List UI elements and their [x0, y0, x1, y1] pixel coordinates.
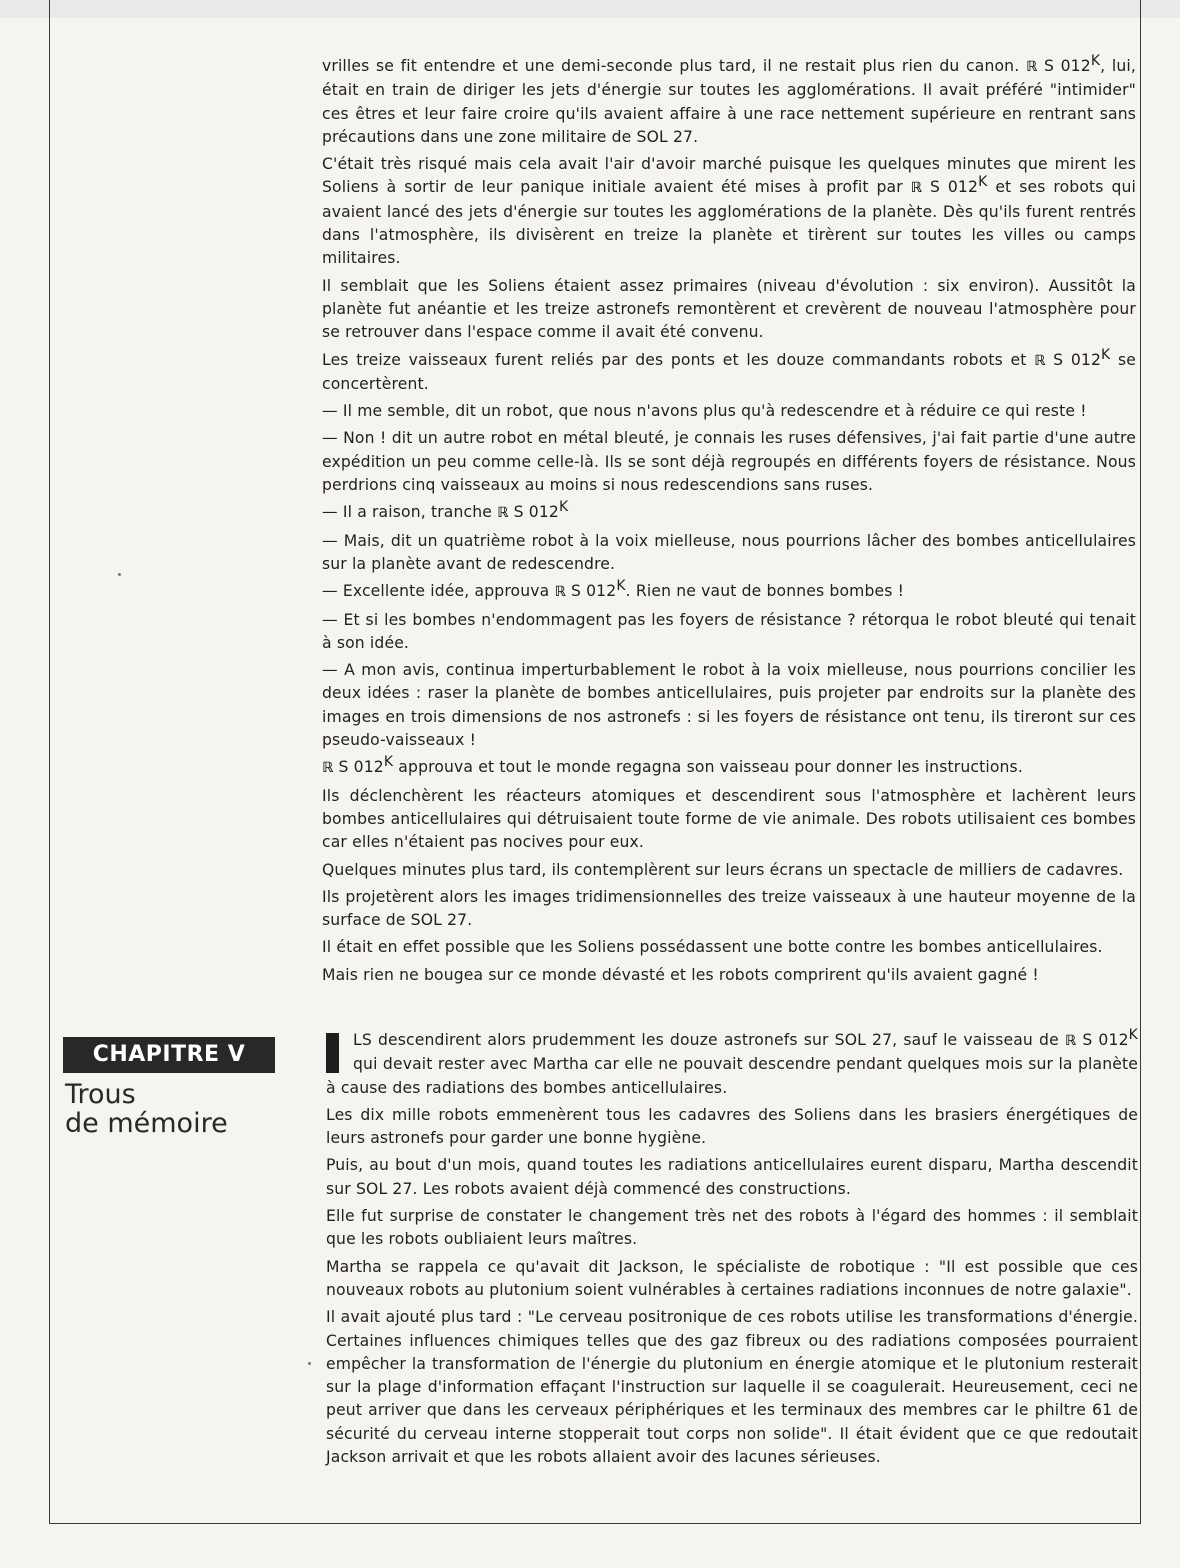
paragraph: Il avait ajouté plus tard : "Le cerveau positronique de ces robots utilise les transformations d'énergie. Certaines influences chimiques telles que des gaz fibreux ou des radiations composées pourraient empêcher la transformation de l'énergie du plutonium en énergie atomique et le plutonium resterait sur la plage d'information effaçant l'instruction sur laquelle il se coagulerait. Heureusement, ceci ne peut arriver que dans les cerveaux périphériques et les terminaux des membres car le philtre 61 de sécurité du cerveau interne stopperait tout corps non solide". Il était évident que ce que redoutait Jackson arrivait et que les robots allaient avoir des lacunes sérieuses.: [326, 1308, 1138, 1467]
paragraph: Les treize vaisseaux furent reliés par des ponts et les douze commandants robots et ℝ S 012K se concertèrent.: [322, 346, 1137, 393]
paragraph: Elle fut surprise de constater le changement très net des robots à l'égard des hommes : il semblait que les robots oubliaient leurs maîtres.: [326, 1207, 1138, 1249]
dialogue-line: — A mon avis, continua imperturbablement le robot à la voix mielleuse, nous pourrions concilier les deux idées : raser la planète de bombes anticellulaires, puis projeter par endroits sur la planète des images en trois dimensions de nos astronefs : si les foyers de résistance ont tenu, ils tireront sur ces pseudo-vaisseaux !: [322, 661, 1136, 750]
paper-speck: [118, 573, 121, 576]
paragraph: vrilles se fit entendre et une demi-seconde plus tard, il ne restait plus rien du canon. ℝ S 012K, lui, était en train de diriger les jets d'énergie sur toutes les agglomérations. Il avait préféré "intimider" ces êtres et leur faire croire qu'ils avaient affaire à une race nettement supérieure en rentrant sans précautions dans une zone militaire de SOL 27.: [322, 53, 1136, 146]
paragraph: Ils projetèrent alors les images tridimensionnelles des treize vaisseaux à une hauteur moyenne de la surface de SOL 27.: [322, 887, 1136, 930]
dialogue-line: — Il me semble, dit un robot, que nous n'avons plus qu'à redescendre et à réduire ce qui reste !: [322, 402, 1087, 421]
chapter-title-line: de mémoire: [65, 1108, 228, 1139]
paragraph: Quelques minutes plus tard, ils contemplèrent sur leurs écrans un spectacle de milliers de cadavres.: [322, 860, 1124, 879]
paragraph: Ils déclenchèrent les réacteurs atomiques et descendirent sous l'atmosphère et lachèrent leurs bombes anticellulaires qui détruisaient toute forme de vie animale. Des robots utilisaient ces bombes car elles n'étaient pas nocives pour eux.: [322, 786, 1136, 852]
paragraph: Martha se rappela ce qu'avait dit Jackson, le spécialiste de robotique : "Il est possible que ces nouveaux robots au plutonium soient vulnérables à certaines radiations inconnues de notre galaxie".: [326, 1257, 1138, 1299]
chapter-title: [65, 1080, 295, 1138]
paper-speck: [308, 1362, 311, 1365]
main-text-column: [322, 55, 1136, 991]
paragraph: Puis, au bout d'un mois, quand toutes les radiations anticellulaires eurent disparu, Martha descendit sur SOL 27. Les robots avaient déjà commencé des constructions.: [326, 1156, 1138, 1198]
paragraph: Il était en effet possible que les Soliens possédassent une botte contre les bombes anticellulaires.: [322, 938, 1103, 957]
dialogue-line: — Et si les bombes n'endommagent pas les foyers de résistance ? rétorqua le robot bleuté qui tenait à son idée.: [322, 610, 1136, 652]
dialogue-line: — Non ! dit un autre robot en métal bleuté, je connais les ruses défensives, j'ai fait partie d'une autre expédition un peu comme celle-là. Ils se sont déjà regroupés en différents foyers de résistance. Nous perdrions cinq vaisseaux au moins si nous redescendions sans ruses.: [322, 429, 1136, 495]
drop-cap-i: [326, 1033, 339, 1073]
chapter-label: CHAPITRE V: [63, 1037, 275, 1073]
robot-name: ℝ S 012K: [1034, 346, 1111, 369]
dialogue-line: — Excellente idée, approuva ℝ S 012K. Rien ne vaut de bonnes bombes !: [322, 578, 905, 601]
robot-name: ℝ S 012K: [497, 499, 569, 522]
paragraph: Les dix mille robots emmenèrent tous les cadavres des Soliens dans les brasiers énergétiques de leurs astronefs pour garder une bonne hygiène.: [326, 1105, 1138, 1148]
paragraph: Il semblait que les Soliens étaient assez primaires (niveau d'évolution : six environ). Aussitôt la planète fut anéantie et les treize astronefs remontèrent et crevèrent de nouveau l'atmosphère pour se retrouver dans l'espace comme il avait été convenu.: [322, 276, 1136, 342]
robot-name: ℝ S 012K: [1025, 53, 1101, 75]
dialogue-line: — Il a raison, tranche ℝ S 012K: [322, 499, 569, 522]
paragraph: C'était très risqué mais cela avait l'air d'avoir marché puisque les quelques minutes que mirent les Soliens à sortir de leur panique initiale avaient été mises à profit par ℝ S 012K et ses robots qui avaient lancé des jets d'énergie sur toutes les agglomérations de la planète. Dès qu'ils furent rentrés dans l'atmosphère, ils divisèrent en treize la planète et tirèrent sur toutes les villes ou camps militaires.: [322, 155, 1137, 268]
paragraph: ℝ S 012K approuva et tout le monde regagna son vaisseau pour donner les instructions.: [322, 754, 1023, 777]
paragraph: LS descendirent alors prudemment les douze astronefs sur SOL 27, sauf le vaisseau de ℝ S 012K qui devait rester avec Martha car elle ne pouvait descendre pendant quelques mois sur la planète à cause des radiations des bombes anticellulaires.: [326, 1027, 1138, 1097]
robot-name: ℝ S 012K: [322, 754, 394, 777]
paragraph: Mais rien ne bougea sur ce monde dévasté et les robots comprirent qu'ils avaient gagné !: [322, 965, 1039, 984]
chapter-text-column: [326, 1029, 1138, 1473]
dialogue-line: — Mais, dit un quatrième robot à la voix mielleuse, nous pourrions lâcher des bombes anticellulaires sur la planète avant de redescendre.: [322, 531, 1136, 573]
robot-name: ℝ S 012K: [910, 174, 988, 197]
chapter-title-line: Trous: [65, 1079, 136, 1110]
robot-name: ℝ S 012K: [554, 578, 626, 601]
robot-name: ℝ S 012K: [1064, 1027, 1138, 1049]
